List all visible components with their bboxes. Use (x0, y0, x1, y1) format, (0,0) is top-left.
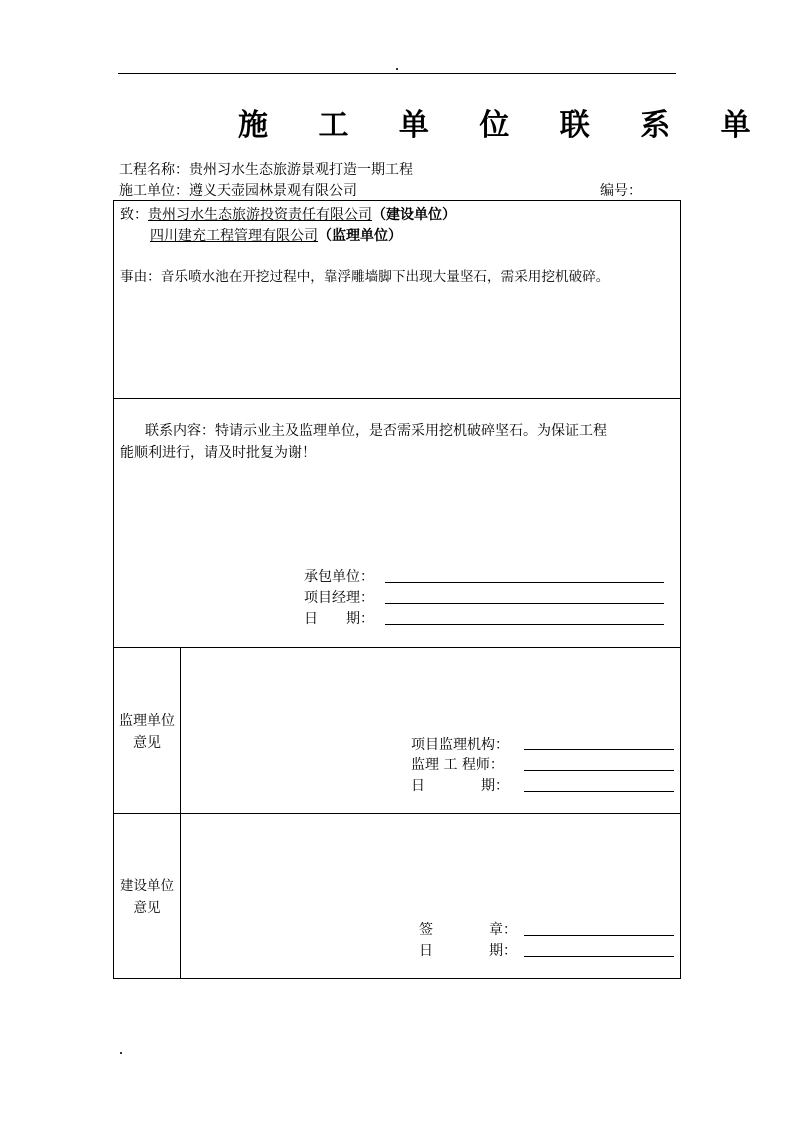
project-name-line (119, 159, 413, 179)
supervisor-company: 四川建充工程管理有限公司 (150, 228, 318, 244)
contractor-sign-line[interactable] (385, 582, 664, 583)
supervision-column-divider (180, 647, 181, 813)
supervision-org-label: 项目监理机构： (411, 737, 509, 753)
content-line-2: 能顺利进行，请及时批复为谢！ (120, 445, 316, 461)
owner-date-label: 日 期： (419, 943, 517, 959)
project-name-value: 贵州习水生态旅游景观打造一期工程 (189, 162, 413, 178)
owner-company: 贵州习水生态旅游投资责任有限公司 (148, 207, 372, 223)
contractor-label: 施工单位： (119, 183, 189, 199)
content-date-label: 日 期： (304, 611, 374, 627)
contractor-line (119, 180, 357, 200)
supervision-date-label: 日 期： (411, 778, 509, 794)
manager-sign-line[interactable] (385, 603, 664, 604)
contractor-value: 遵义天壶园林景观有限公司 (189, 183, 357, 199)
supervision-engineer-label: 监理 工 程师： (411, 757, 504, 773)
divider-supervision (114, 647, 680, 648)
owner-side-label: 建设单位意见 (120, 878, 174, 916)
page-mark-bottom (120, 1052, 122, 1054)
project-name-label: 工程名称： (119, 162, 189, 178)
divider-owner (114, 813, 680, 814)
page-mark-top (396, 68, 398, 70)
content-line-1: 联系内容：特请示业主及监理单位，是否需采用挖机破碎坚石。为保证工程 (145, 423, 607, 439)
owner-seal-label: 签 章： (419, 922, 517, 938)
supervision-org-line[interactable] (524, 749, 674, 750)
owner-date-line[interactable] (524, 956, 674, 957)
divider-reason (114, 398, 680, 399)
reason-text: 事由：音乐喷水池在开挖过程中，靠浮雕墙脚下出现大量坚石，需采用挖机破碎。 (120, 269, 610, 285)
page-title: 施 工 单 位 联 系 单 (238, 108, 771, 143)
to-prefix: 致： (120, 207, 148, 223)
contact-form-table (113, 200, 681, 979)
supervision-side-label: 监理单位意见 (119, 713, 175, 751)
supervision-date-line[interactable] (524, 791, 674, 792)
owner-seal-line[interactable] (524, 935, 674, 936)
manager-label: 项目经理： (304, 590, 374, 606)
contractor-sign-label: 承包单位： (304, 569, 374, 585)
header-rule (118, 73, 676, 74)
content-date-line[interactable] (385, 624, 664, 625)
supervision-engineer-line[interactable] (524, 770, 674, 771)
owner-tag: （建设单位） (372, 207, 456, 223)
recipient-owner-line (120, 204, 456, 224)
supervisor-tag: （监理单位） (318, 228, 402, 244)
owner-column-divider (180, 813, 181, 979)
number-label: 编号： (600, 183, 642, 199)
recipient-supervisor-line (150, 225, 402, 245)
